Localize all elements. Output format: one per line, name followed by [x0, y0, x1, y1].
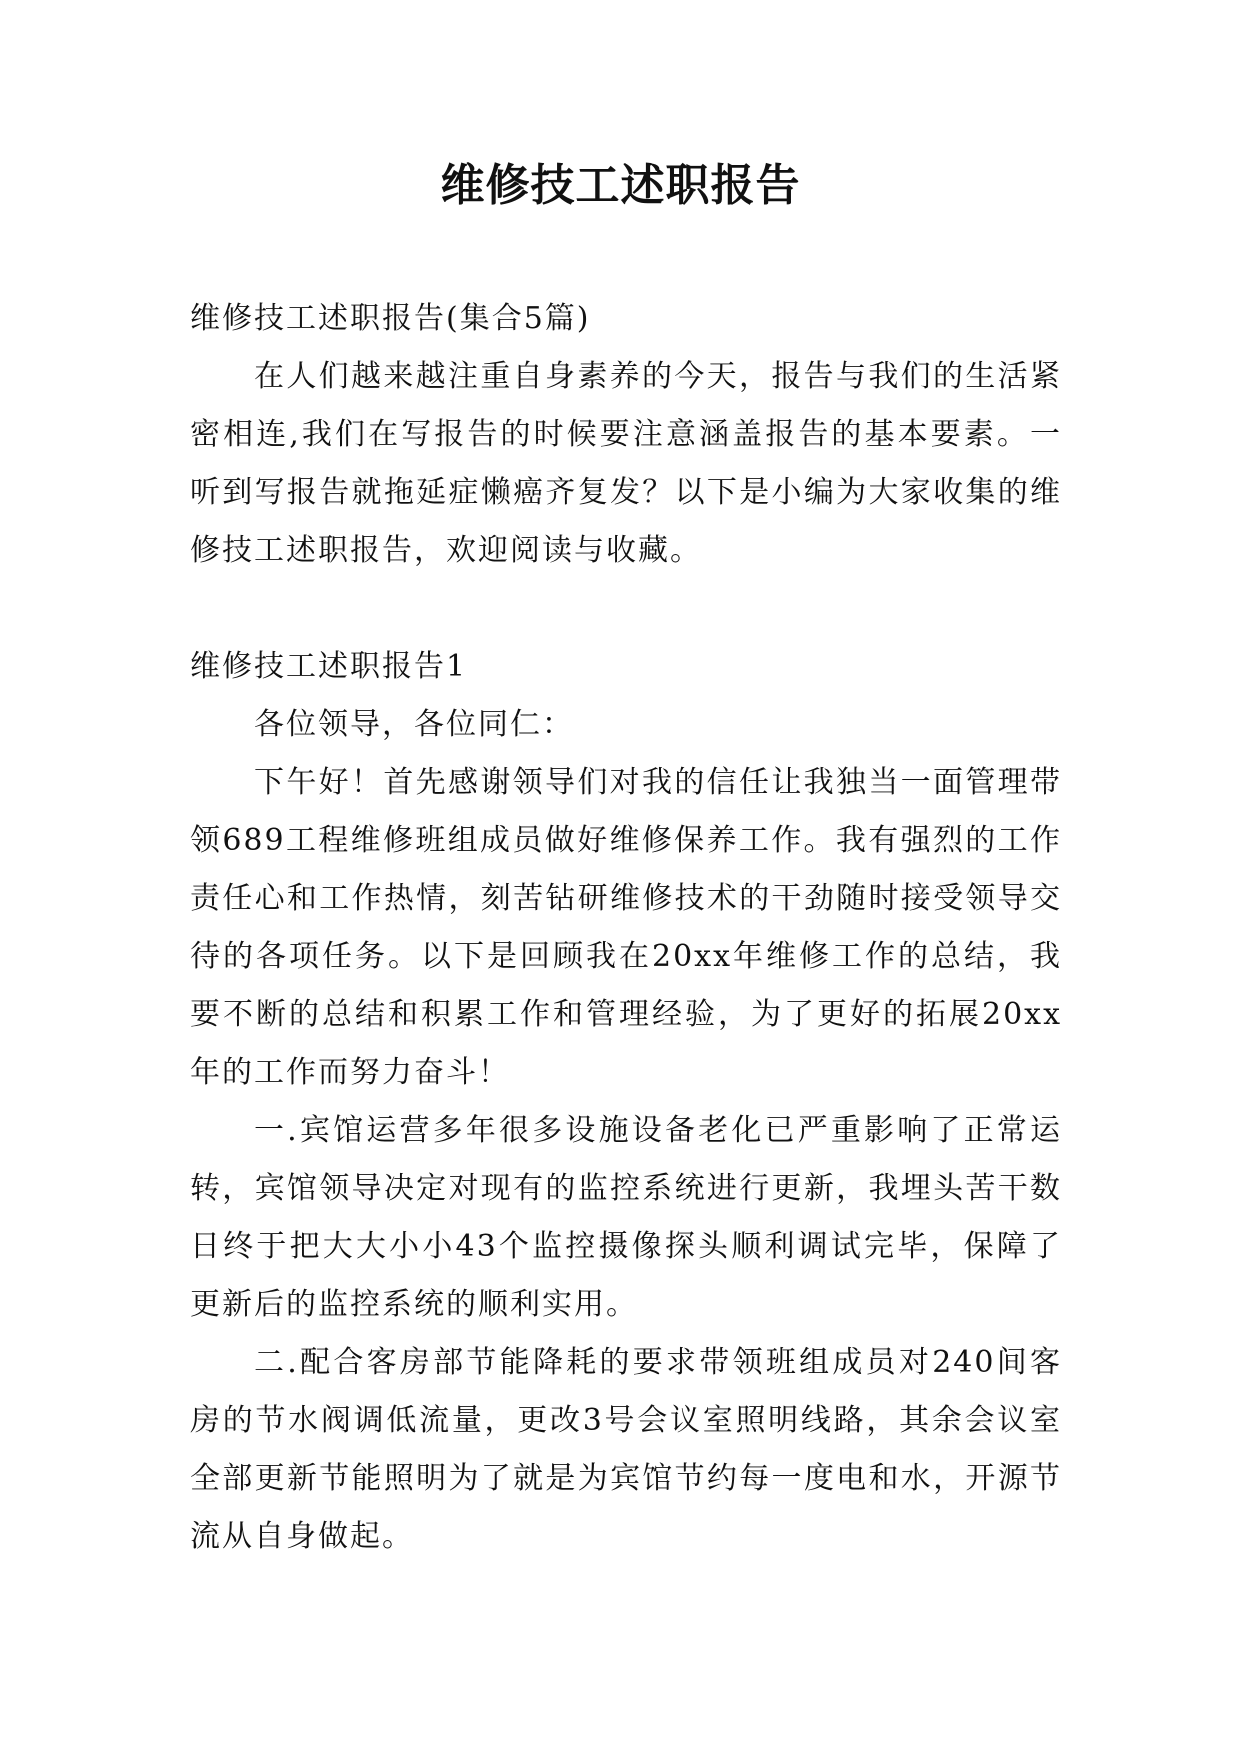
greeting-line: 各位领导，各位同仁： [254, 707, 574, 742]
document-body [190, 290, 1062, 1566]
body-paragraph: 一.宾馆运营多年很多设施设备老化已严重影响了正常运转，宾馆领导决定对现有的监控系统进行更新，我埋头苦干数日终于把大大小小43个监控摄像探头顺利调试完毕，保障了更新后的监控系统的顺利实用。 [190, 1113, 1062, 1322]
intro-paragraph: 在人们越来越注重自身素养的今天，报告与我们的生活紧密相连,我们在写报告的时候要注意涵盖报告的基本要素。一听到写报告就拖延症懒癌齐复发？以下是小编为大家收集的维修技工述职报告，欢迎阅读与收藏。 [190, 359, 1062, 568]
body-paragraph: 二.配合客房部节能降耗的要求带领班组成员对240间客房的节水阀调低流量，更改3号会议室照明线路，其余会议室全部更新节能照明为了就是为宾馆节约每一度电和水，开源节流从自身做起。 [190, 1345, 1062, 1554]
document-subtitle: 维修技工述职报告(集合5篇) [190, 301, 591, 336]
section-heading: 维修技工述职报告1 [190, 649, 468, 684]
body-paragraph: 下午好！首先感谢领导们对我的信任让我独当一面管理带领689工程维修班组成员做好维修保养工作。我有强烈的工作责任心和工作热情，刻苦钻研维修技术的干劲随时接受领导交待的各项任务。以下是回顾我在20xx年维修工作的总结，我要不断的总结和积累工作和管理经验，为了更好的拓展20xx年的工作而努力奋斗！ [190, 765, 1062, 1090]
document-title: 维修技工述职报告 [440, 160, 801, 211]
